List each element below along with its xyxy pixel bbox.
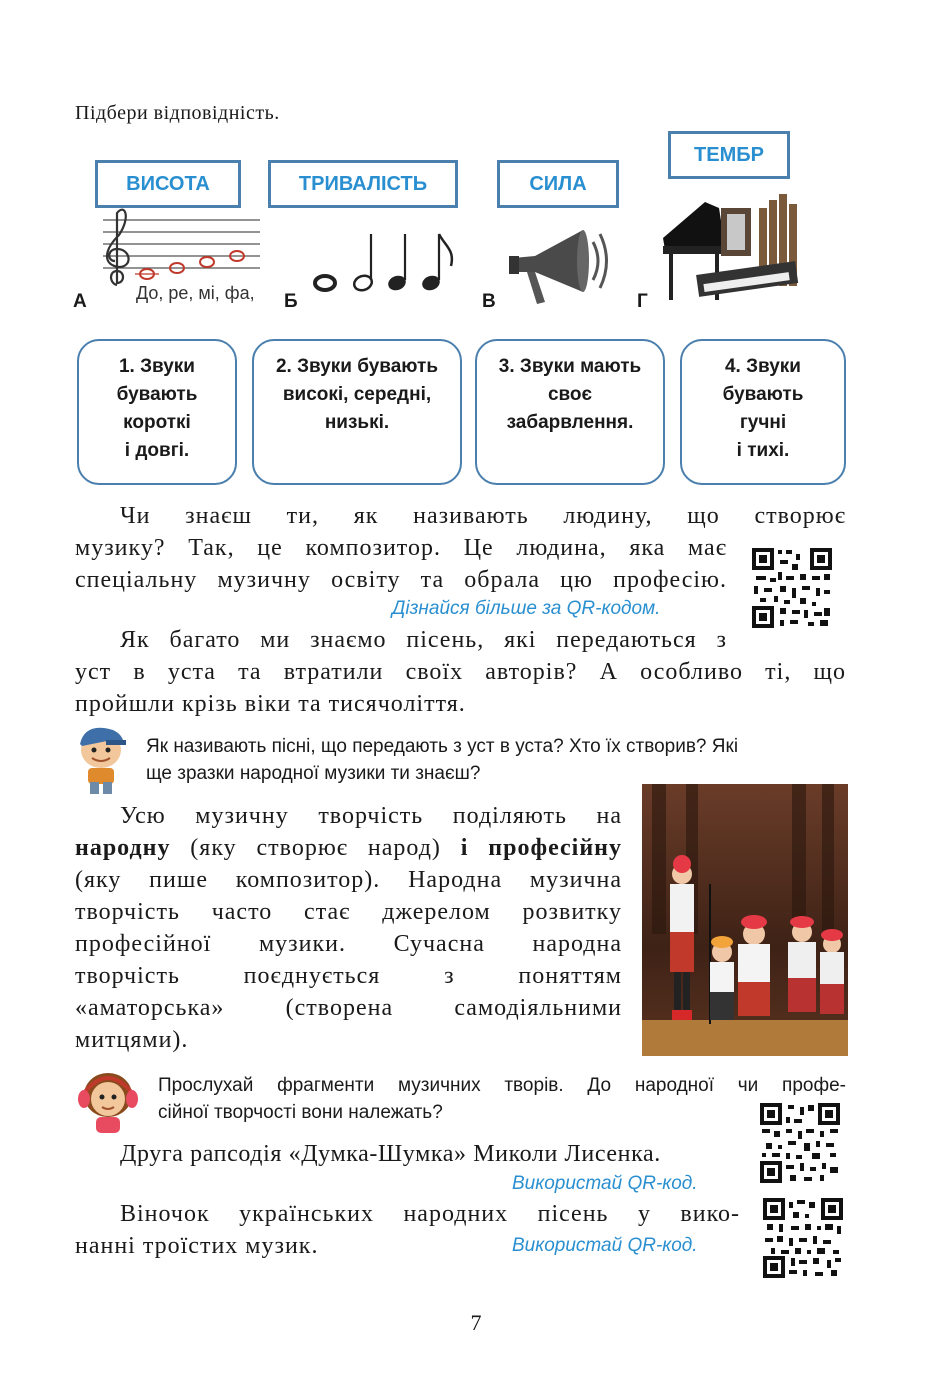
- para3-line8: митцями).: [75, 1027, 189, 1053]
- bold-profesiinu: і професійну: [460, 835, 622, 861]
- answer-card-2: [252, 339, 462, 485]
- answer-card-3: [475, 339, 665, 485]
- solfege-caption: До, ре, мі, фа,: [136, 283, 255, 303]
- para3-mid: (яку створює народ): [170, 835, 461, 861]
- girl-headphones-icon: [72, 1063, 144, 1135]
- letter-v: В: [482, 291, 496, 312]
- instruments-image: [655, 188, 805, 308]
- para3-line1: Усю музичну творчість поділяють на: [120, 803, 622, 829]
- question2-line1: Прослухай фрагменти музичних творів. До народної чи профе-: [158, 1075, 846, 1096]
- item2-line1: Віночок українських народних пісень у вико-: [120, 1201, 740, 1227]
- question1-line1: Як називають пісні, що передають з уст в уста? Хто їх створив? Які: [146, 736, 739, 757]
- qr-code-2[interactable]: [760, 1103, 840, 1183]
- answer-card-4: [680, 339, 846, 485]
- para3-line4: творчість часто стає джерелом розвитку: [75, 899, 622, 925]
- letter-b: Б: [284, 291, 298, 312]
- item1-text: Друга рапсодія «Думка-Шумка» Миколи Лисенка.: [120, 1141, 661, 1167]
- qr-code-1[interactable]: [752, 548, 832, 628]
- label-syla: СИЛА: [497, 160, 619, 208]
- letter-a: А: [73, 291, 87, 312]
- megaphone-image: [505, 220, 615, 310]
- para3-line3: (яку пише композитор). Народна музична: [75, 867, 622, 893]
- task-instruction: Підбери відповідність.: [75, 102, 280, 124]
- qr-hint-2: Використай QR-код.: [512, 1173, 698, 1194]
- label-vysota: ВИСОТА: [95, 160, 241, 208]
- qr-code-3[interactable]: [763, 1198, 843, 1278]
- item2-line2: нанні троїстих музик.: [75, 1233, 319, 1259]
- question1-line2: ще зразки народної музики ти знаєш?: [146, 763, 481, 784]
- letter-g: Г: [637, 291, 648, 312]
- card-1-text: 1. Звуки бувають короткі і довгі.: [116, 356, 198, 461]
- label-tembr: ТЕМБР: [668, 131, 790, 179]
- question2-line2: сійної творчості вони належать?: [158, 1102, 443, 1123]
- qr-hint-3: Використай QR-код.: [512, 1235, 698, 1256]
- page-number: 7: [470, 1310, 482, 1335]
- para2-line2: уст в уста та втратили своїх авторів? А особливо ті, що: [75, 659, 846, 685]
- para2-line1: Як багато ми знаємо пісень, які передаються з: [120, 627, 727, 653]
- answer-card-1: [77, 339, 237, 485]
- card-4-text: 4. Звуки бувають гучні і тихі.: [722, 356, 804, 461]
- bold-narodnu: народну: [75, 835, 171, 861]
- card-2-text: 2. Звуки бувають високі, середні, низькі.: [275, 356, 439, 433]
- para3-line2: [75, 832, 622, 864]
- folk-choir-photo: [642, 784, 848, 1056]
- para2-line3: пройшли крізь віки та тисячоліття.: [75, 691, 466, 717]
- note-durations-image: [305, 228, 455, 298]
- para3-line6: творчість поєднується з поняттям: [75, 963, 622, 989]
- para3-line5: професійної музики. Сучасна народна: [75, 931, 622, 957]
- card-3-text: 3. Звуки мають своє забарвлення.: [498, 356, 642, 433]
- para3-line7: «аматорська» (створена самодіяльними: [75, 995, 622, 1021]
- para1-line1: Чи знаєш ти, як називають людину, що створює: [120, 503, 846, 529]
- qr-hint-1: Дізнайся більше за QR-кодом.: [392, 598, 661, 619]
- label-tryvalist: ТРИВАЛІСТЬ: [268, 160, 458, 208]
- para1-line2: музику? Так, це композитор. Це людина, яка має: [75, 535, 727, 561]
- para1-line3: спеціальну музичну освіту та обрала цю професію.: [75, 567, 727, 593]
- boy-mascot-icon: [72, 724, 130, 796]
